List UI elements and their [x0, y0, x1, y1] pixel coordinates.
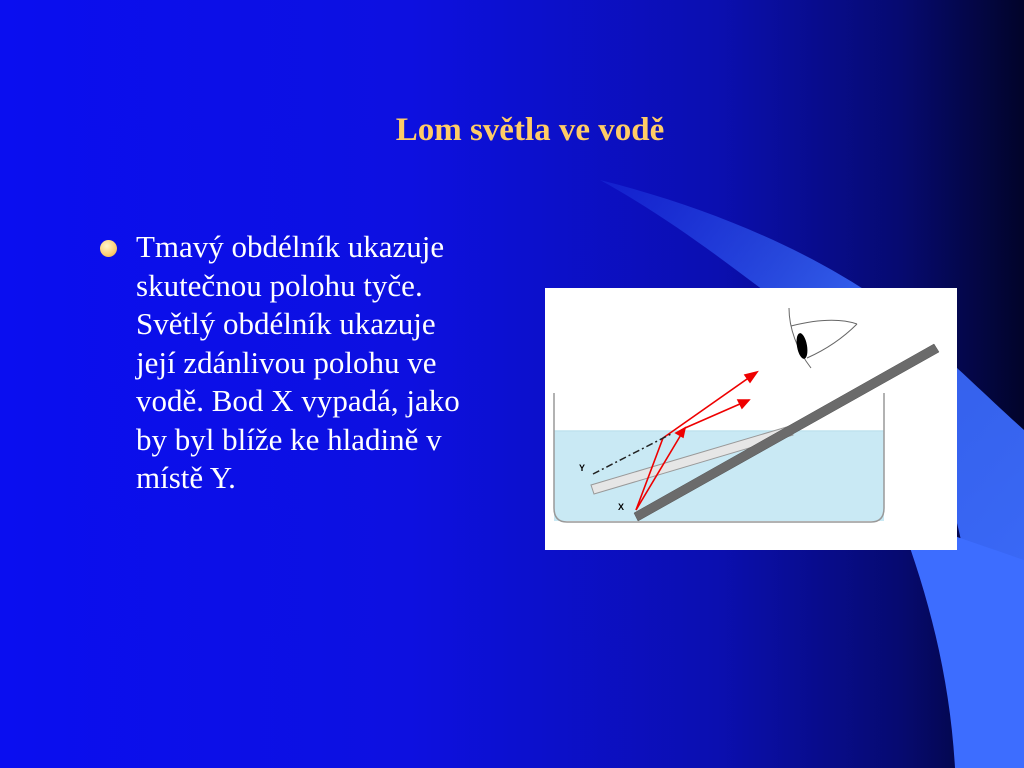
- bullet-text: Tmavý obdélník ukazuje skutečnou polohu tyče. Světlý obdélník ukazuje její zdánlivou polohu ve vodě. Bod X vypadá, jako by byl blíže ke hladině v místě Y.: [136, 229, 460, 495]
- refraction-figure: [545, 288, 957, 550]
- eye-icon: [789, 308, 857, 368]
- label-x: X: [618, 502, 625, 512]
- slide-title: Lom světla ve vodě: [395, 112, 665, 148]
- bullet-dot-icon: [100, 240, 117, 257]
- bullet-item: [96, 228, 496, 498]
- swoosh-shape-lower: [900, 520, 1024, 768]
- bullet-list: [96, 228, 496, 498]
- label-y: Y: [579, 463, 586, 473]
- water-fill: [554, 431, 884, 521]
- refraction-diagram: [545, 288, 957, 550]
